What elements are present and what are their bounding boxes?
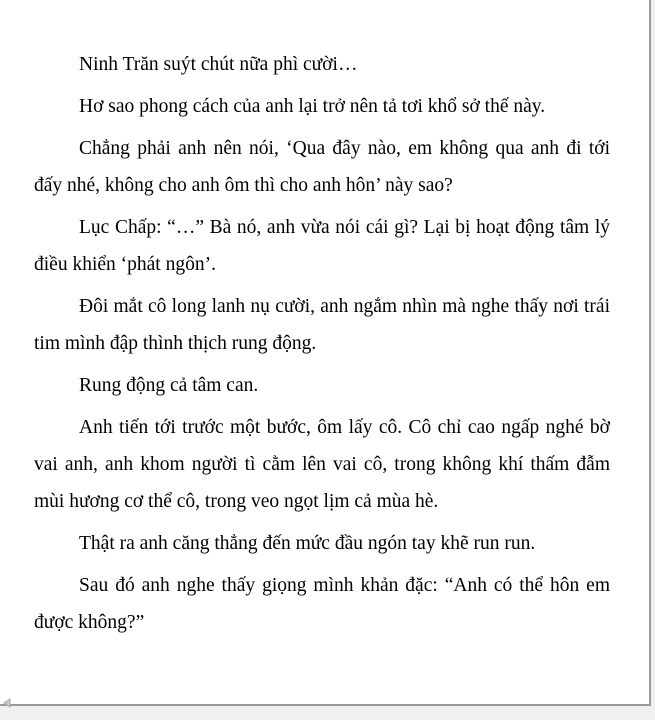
paragraph: Hơ sao phong cách của anh lại trở nên tả tơi khổ sở thế này.: [79, 96, 546, 117]
paragraph: Chẳng phải anh nên nói, ‘Qua đây nào, em không qua anh đi tới đấy nhé, không cho anh ôm thì cho anh hôn’ này sao?: [34, 138, 610, 196]
paragraph: Sau đó anh nghe thấy giọng mình khản đặc: “Anh có thể hôn em được không?”: [34, 575, 610, 633]
document-body: [34, 46, 610, 646]
paragraph: Lục Chấp: “…” Bà nó, anh vừa nói cái gì? Lại bị hoạt động tâm lý điều khiển ‘phát ngôn’.: [34, 217, 610, 275]
paragraph: Ninh Trăn suýt chút nữa phì cười…: [79, 54, 358, 75]
paragraph: Anh tiến tới trước một bước, ôm lấy cô. Cô chỉ cao ngấp nghé bờ vai anh, anh khom người tì cằm lên vai cô, trong không khí thấm đẫm mùi hương cơ thể cô, trong veo ngọt lịm cả mùa hè.: [34, 417, 610, 512]
paragraph: Rung động cả tâm can.: [79, 375, 259, 396]
scroll-left-arrow-icon[interactable]: [1, 696, 15, 710]
paragraph: Đôi mắt cô long lanh nụ cười, anh ngắm nhìn mà nghe thấy nơi trái tim mình đập thình thịch rung động.: [34, 296, 610, 354]
paragraph: Thật ra anh căng thẳng đến mức đầu ngón tay khẽ run run.: [79, 533, 536, 554]
